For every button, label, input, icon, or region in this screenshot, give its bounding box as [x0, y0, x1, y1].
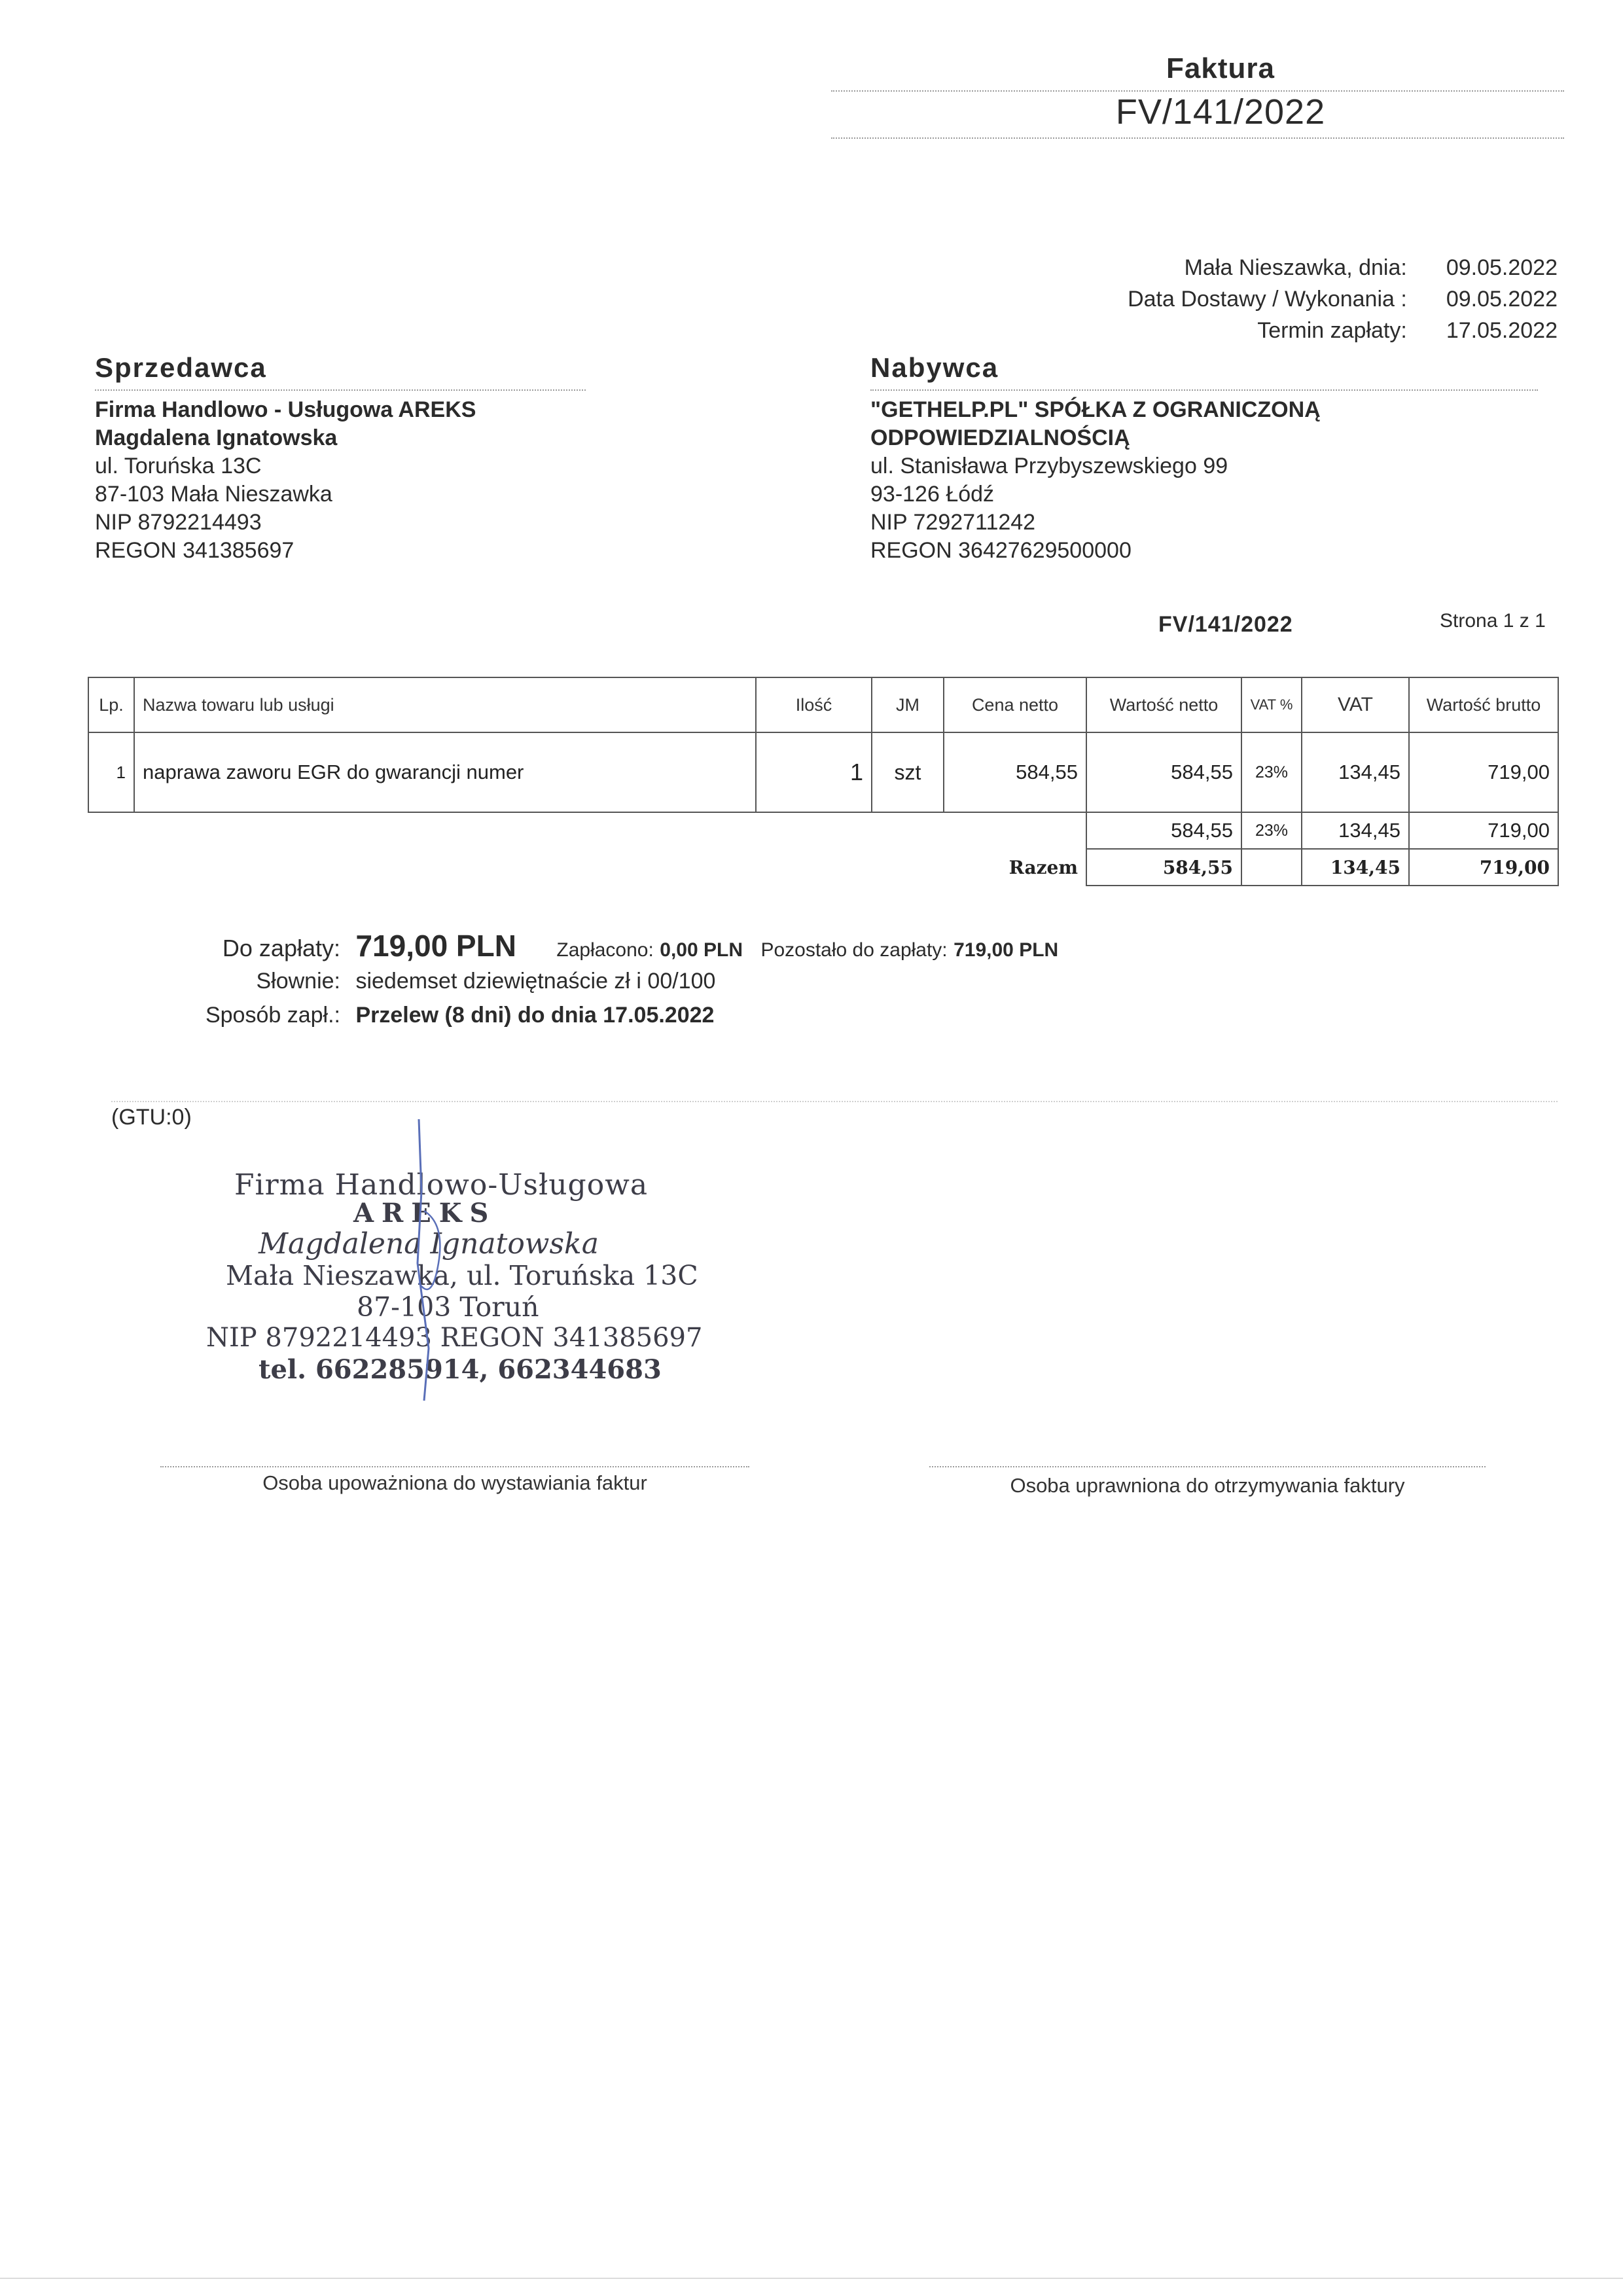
table-invoice-number: FV/141/2022 — [1158, 612, 1293, 637]
seller-heading-line — [95, 389, 586, 391]
header-divider-bottom — [831, 137, 1564, 139]
row-vat: 134,45 — [1302, 732, 1409, 812]
amount-words-line — [131, 969, 1440, 1003]
stamp-line-owner: Magdalena Ignatowska — [259, 1227, 599, 1261]
col-gross: Wartość brutto — [1409, 677, 1558, 732]
col-vat-rate: VAT % — [1241, 677, 1302, 732]
handwritten-signature — [393, 1113, 471, 1414]
payment-method-line — [131, 1003, 1440, 1037]
seller-street: ul. Toruńska 13C — [95, 454, 262, 478]
receiver-signature-line — [929, 1466, 1486, 1467]
col-unit: JM — [872, 677, 944, 732]
seller-heading: Sprzedawca — [95, 352, 267, 383]
delivery-date-row — [1128, 283, 1558, 315]
issue-date-value: 09.05.2022 — [1446, 255, 1558, 280]
row-lp: 1 — [88, 732, 134, 812]
total-vat-rate-empty — [1241, 849, 1302, 886]
gtu-divider — [111, 1101, 1558, 1102]
row-unit: szt — [872, 732, 944, 812]
invoice-number: FV/141/2022 — [1115, 92, 1326, 132]
col-qty: Ilość — [756, 677, 872, 732]
stamp-line-ids: NIP 8792214493 REGON 341385697 — [206, 1323, 703, 1353]
row-item-name: naprawa zaworu EGR do gwarancji numer — [134, 732, 756, 812]
stamp-line-company: Firma Handlowo-Usługowa — [234, 1168, 649, 1202]
vat-summary-row — [88, 812, 1558, 849]
vat-summary-rate: 23% — [1241, 812, 1302, 849]
row-qty: 1 — [756, 732, 872, 812]
vat-summary-gross: 719,00 — [1409, 812, 1558, 849]
buyer-name: "GETHELP.PL" SPÓŁKA Z OGRANICZONĄ — [870, 397, 1321, 422]
invoice-dates — [1128, 252, 1558, 346]
payment-due-label: Termin zapłaty: — [1257, 318, 1407, 343]
row-net-value: 584,55 — [1086, 732, 1241, 812]
page-indicator: Strona 1 z 1 — [1440, 610, 1546, 632]
delivery-date-label: Data Dostawy / Wykonania : — [1128, 287, 1407, 312]
seller-nip: NIP 8792214493 — [95, 510, 262, 535]
seller-block — [95, 396, 476, 565]
stamp-line-brand: AREKS — [353, 1198, 497, 1229]
col-name: Nazwa towaru lub usługi — [134, 677, 756, 732]
items-table — [88, 677, 1559, 886]
seller-regon: REGON 341385697 — [95, 538, 294, 563]
payment-due-row — [1128, 315, 1558, 346]
receiver-signature-caption: Osoba uprawniona do otrzymywania faktury — [1010, 1474, 1405, 1497]
table-header-row — [88, 677, 1558, 732]
stamp-line-address: Mała Nieszawka, ul. Toruńska 13C — [226, 1260, 698, 1291]
seller-city: 87-103 Mała Nieszawka — [95, 482, 332, 507]
payment-summary — [131, 928, 1440, 1037]
document-type: Faktura — [1166, 52, 1275, 84]
stamp-line-city: 87-103 Toruń — [357, 1291, 539, 1323]
stamp-line-phone: tel. 662285914, 662344683 — [259, 1354, 662, 1385]
buyer-regon: REGON 36427629500000 — [870, 538, 1132, 563]
amount-due-value: 719,00 PLN — [355, 929, 516, 963]
buyer-block — [870, 396, 1321, 565]
scan-edge-bottom — [0, 2278, 1623, 2279]
total-net: 584,55 — [1086, 849, 1241, 886]
signature-stroke — [418, 1119, 429, 1401]
issue-date-row — [1128, 252, 1558, 283]
seller-name: Firma Handlowo - Usługowa AREKS — [95, 397, 476, 422]
total-label: Razem — [944, 849, 1086, 886]
seller-owner: Magdalena Ignatowska — [95, 425, 338, 450]
col-net-price: Cena netto — [944, 677, 1086, 732]
buyer-name-cont: ODPOWIEDZIALNOŚCIĄ — [870, 425, 1130, 450]
row-vat-rate: 23% — [1241, 732, 1302, 812]
col-net-value: Wartość netto — [1086, 677, 1241, 732]
remaining-value: 719,00 PLN — [954, 939, 1059, 961]
delivery-date-value: 09.05.2022 — [1446, 287, 1558, 312]
payment-method-label: Sposób zapł.: — [205, 1003, 340, 1028]
gtu-code: (GTU:0) — [111, 1105, 192, 1130]
vat-summary-vat: 134,45 — [1302, 812, 1409, 849]
col-vat: VAT — [1302, 677, 1409, 732]
col-lp: Lp. — [88, 677, 134, 732]
buyer-street: ul. Stanisława Przybyszewskiego 99 — [870, 454, 1228, 478]
buyer-city: 93-126 Łódź — [870, 482, 995, 507]
buyer-nip: NIP 7292711242 — [870, 510, 1036, 535]
vat-summary-spacer-2 — [944, 812, 1086, 849]
total-spacer — [88, 849, 944, 886]
amount-words-label: Słownie: — [256, 969, 340, 994]
paid-label: Zapłacono: — [556, 939, 654, 961]
payment-method-value: Przelew (8 dni) do dnia 17.05.2022 — [355, 1003, 715, 1028]
total-gross: 719,00 — [1409, 849, 1558, 886]
buyer-heading: Nabywca — [870, 352, 999, 383]
paid-value: 0,00 PLN — [660, 939, 743, 961]
total-vat: 134,45 — [1302, 849, 1409, 886]
issuer-signature-caption: Osoba upoważniona do wystawiania faktur — [262, 1471, 647, 1494]
amount-words-value: siedemset dziewiętnaście zł i 00/100 — [355, 969, 716, 994]
remaining-label: Pozostało do zapłaty: — [760, 939, 948, 961]
issuer-signature-line — [160, 1466, 749, 1467]
vat-summary-net: 584,55 — [1086, 812, 1241, 849]
amount-due-label: Do zapłaty: — [222, 935, 340, 961]
issue-date-label: Mała Nieszawka, dnia: — [1184, 255, 1407, 280]
payment-due-value: 17.05.2022 — [1446, 318, 1558, 343]
table-row — [88, 732, 1558, 812]
row-net-price: 584,55 — [944, 732, 1086, 812]
row-gross: 719,00 — [1409, 732, 1558, 812]
vat-summary-spacer — [88, 812, 944, 849]
buyer-heading-line — [870, 389, 1538, 391]
amount-due-line — [131, 928, 1440, 969]
total-row — [88, 849, 1558, 886]
signature-loop — [419, 1211, 440, 1289]
